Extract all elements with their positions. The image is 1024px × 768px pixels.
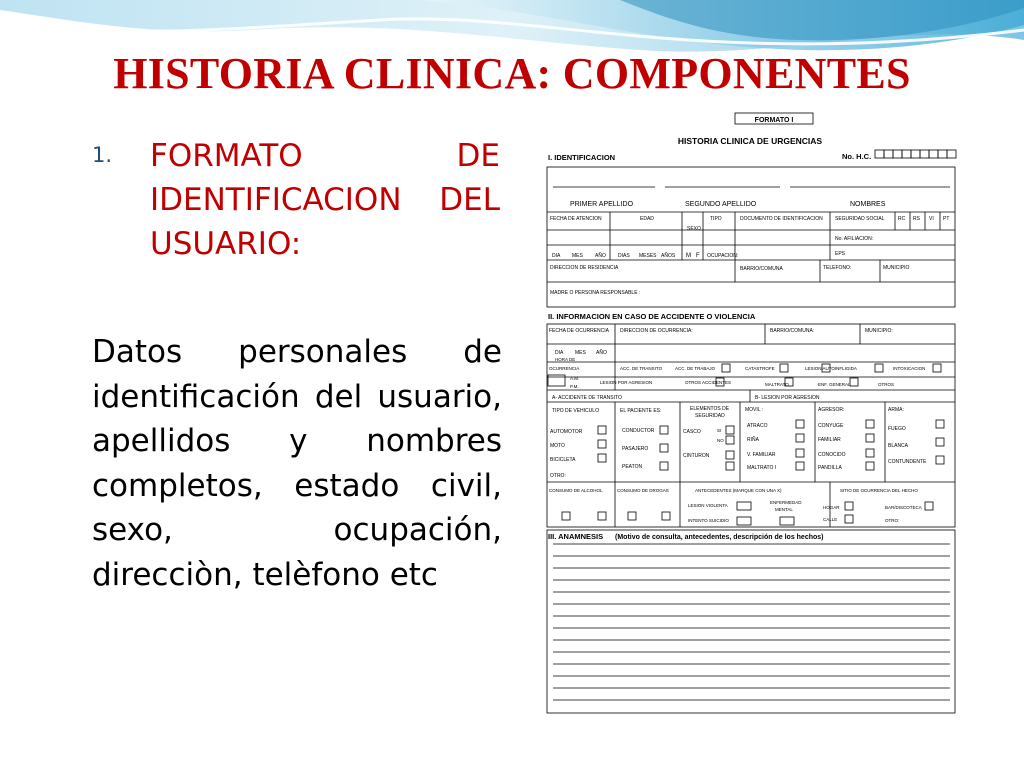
svg-text:BICICLETA: BICICLETA	[550, 457, 576, 463]
slide-title: HISTORIA CLINICA: COMPONENTES	[113, 49, 911, 98]
svg-text:ATRACO: ATRACO	[747, 423, 768, 429]
svg-text:V. FAMILIAR: V. FAMILIAR	[747, 452, 776, 458]
svg-text:MOVIL :: MOVIL :	[745, 407, 764, 413]
svg-text:CALLE: CALLE	[823, 517, 838, 522]
svg-text:INTOXICACION: INTOXICACION	[893, 366, 926, 371]
svg-text:HORA DE: HORA DE	[555, 357, 576, 362]
svg-text:MES: MES	[575, 350, 586, 356]
svg-text:III. ANAMNESIS: III. ANAMNESIS	[548, 532, 604, 541]
svg-text:I. IDENTIFICACION: I. IDENTIFICACION	[548, 153, 616, 162]
svg-text:SI: SI	[717, 428, 722, 433]
svg-text:EPS: EPS	[835, 251, 846, 257]
svg-text:SEGURIDAD SOCIAL: SEGURIDAD SOCIAL	[835, 216, 885, 222]
svg-text:CONDUCTOR: CONDUCTOR	[622, 428, 655, 434]
svg-text:OCUPACION:: OCUPACION:	[707, 253, 739, 259]
svg-text:CATASTROFE: CATASTROFE	[745, 366, 775, 371]
svg-text:ENF. GENERAL: ENF. GENERAL	[818, 382, 851, 387]
svg-text:CONOCIDO: CONOCIDO	[818, 452, 846, 458]
svg-text:OTROS ACCIDENTES: OTROS ACCIDENTES	[685, 380, 732, 385]
form-image	[540, 112, 965, 716]
svg-text:NOMBRES: NOMBRES	[850, 201, 886, 208]
svg-text:ACC. DE TRANSITO: ACC. DE TRANSITO	[620, 366, 663, 371]
svg-text:LESION AUTOINFLIGIDA: LESION AUTOINFLIGIDA	[805, 366, 857, 371]
svg-text:PRIMER APELLIDO: PRIMER APELLIDO	[570, 201, 634, 208]
svg-text:MOTO: MOTO	[550, 443, 565, 449]
svg-text:AGRESOR:: AGRESOR:	[818, 407, 845, 413]
svg-text:MESES: MESES	[639, 253, 657, 259]
svg-text:EL PACIENTE ES:: EL PACIENTE ES:	[620, 408, 662, 414]
svg-text:RC: RC	[898, 216, 906, 222]
svg-text:MALTRATO I: MALTRATO I	[747, 465, 777, 471]
svg-text:MUNICIPIO: MUNICIPIO	[883, 265, 910, 271]
svg-text:BARRIO/COMUNA:: BARRIO/COMUNA:	[770, 328, 815, 334]
svg-text:TIPO: TIPO	[710, 216, 722, 222]
svg-text:DIAS: DIAS	[618, 253, 630, 259]
list-item-heading: FORMATO DE IDENTIFICACION DEL USUARIO:	[150, 138, 500, 262]
svg-text:BARRIO/COMUNA: BARRIO/COMUNA	[740, 266, 783, 272]
svg-text:OCURRENCIA: OCURRENCIA	[549, 366, 580, 371]
svg-text:M: M	[686, 253, 691, 259]
svg-text:CASCO: CASCO	[683, 429, 701, 435]
svg-text:DOCUMENTO DE IDENTIFICACION: DOCUMENTO DE IDENTIFICACION	[740, 216, 823, 222]
svg-text:No. H.C.: No. H.C.	[842, 152, 872, 161]
svg-text:No. AFILIACION:: No. AFILIACION:	[835, 236, 874, 242]
svg-text:CONSUMO DE ALCOHOL: CONSUMO DE ALCOHOL	[549, 488, 603, 493]
svg-text:VI: VI	[929, 216, 934, 222]
description-paragraph: Datos personales de identificación del usuario, apellidos y nombres completos, estado civil, sexo, ocupación, direcciòn, telèfono etc	[92, 334, 502, 593]
svg-text:AÑO: AÑO	[596, 350, 607, 356]
svg-text:F: F	[696, 253, 700, 259]
svg-text:II. INFORMACION EN CASO DE ACC: II. INFORMACION EN CASO DE ACCIDENTE O VIOLENCIA	[548, 312, 756, 321]
svg-text:ANTECEDENTES (MARQUE CON UNA X: ANTECEDENTES (MARQUE CON UNA X)	[695, 488, 782, 493]
svg-text:PT: PT	[943, 216, 950, 222]
svg-text:(Motivo de consulta, anteceden: (Motivo de consulta, antecedentes, descripción de los hechos)	[615, 534, 824, 541]
svg-text:PEATON: PEATON	[622, 464, 643, 470]
svg-text:MALTRATO: MALTRATO	[765, 382, 789, 387]
svg-text:ENFERMEDAD: ENFERMEDAD	[770, 500, 802, 505]
svg-text:CONSUMO DE DROGAS: CONSUMO DE DROGAS	[617, 488, 669, 493]
svg-text:DIRECCION DE OCURRENCIA:: DIRECCION DE OCURRENCIA:	[620, 328, 693, 334]
svg-text:HISTORIA CLINICA DE URGENCIAS: HISTORIA CLINICA DE URGENCIAS	[677, 136, 823, 146]
svg-text:AÑO: AÑO	[595, 253, 606, 259]
svg-text:AÑOS: AÑOS	[661, 253, 676, 259]
svg-text:FECHA DE ATENCION: FECHA DE ATENCION	[550, 216, 602, 222]
svg-text:ARMA:: ARMA:	[888, 407, 904, 413]
svg-text:SITIO DE OCURRENCIA DEL HECHO: SITIO DE OCURRENCIA DEL HECHO	[840, 488, 918, 493]
svg-text:TELEFONO:: TELEFONO:	[823, 265, 852, 271]
svg-text:SEGUNDO APELLIDO: SEGUNDO APELLIDO	[685, 201, 757, 208]
svg-text:DIA: DIA	[552, 253, 561, 259]
svg-text:DIRECCION DE RESIDENCIA: DIRECCION DE RESIDENCIA	[550, 265, 619, 271]
svg-text:OTROS: OTROS	[878, 382, 895, 387]
svg-text:LESION VIOLENTA: LESION VIOLENTA	[688, 503, 728, 508]
svg-text:A- ACCIDENTE DE TRANSITO: A- ACCIDENTE DE TRANSITO	[552, 395, 622, 401]
svg-text:RIÑA: RIÑA	[747, 437, 759, 443]
svg-text:PASAJERO: PASAJERO	[622, 446, 649, 452]
svg-text:BLANCA: BLANCA	[888, 443, 909, 449]
svg-text:AUTOMOTOR: AUTOMOTOR	[550, 429, 583, 435]
svg-text:FORMATO I: FORMATO I	[754, 117, 794, 124]
svg-text:OTRO:: OTRO:	[550, 473, 566, 479]
list-number: 1.	[92, 143, 113, 167]
svg-text:MES: MES	[572, 253, 583, 259]
svg-text:RS: RS	[913, 216, 920, 222]
svg-text:MUNICIPIO:: MUNICIPIO:	[865, 328, 893, 334]
svg-text:OTRO:: OTRO:	[885, 518, 900, 523]
svg-text:TIPO DE VEHICULO: TIPO DE VEHICULO	[552, 408, 599, 414]
svg-text:SEGURIDAD: SEGURIDAD	[695, 413, 725, 419]
svg-text:B- LESION POR AGRESION: B- LESION POR AGRESION	[755, 395, 820, 401]
svg-text:CONYUGE: CONYUGE	[818, 423, 844, 429]
svg-text:INTENTO SUICIDIO: INTENTO SUICIDIO	[688, 518, 729, 523]
svg-text:P.M.: P.M.	[570, 384, 579, 389]
svg-text:FAMILIAR: FAMILIAR	[818, 437, 841, 443]
svg-text:PANDILLA: PANDILLA	[818, 465, 842, 471]
svg-text:FUEGO: FUEGO	[888, 426, 906, 432]
svg-text:A.M.: A.M.	[570, 376, 580, 381]
svg-text:CINTURON: CINTURON	[683, 453, 710, 459]
svg-text:MADRE O PERSONA RESPONSABLE :: MADRE O PERSONA RESPONSABLE :	[550, 290, 641, 296]
svg-text:HOGAR: HOGAR	[823, 505, 840, 510]
svg-text:EDAD: EDAD	[640, 216, 654, 222]
svg-text:LESION POR AGRESION: LESION POR AGRESION	[600, 380, 653, 385]
svg-text:ELEMENTOS DE: ELEMENTOS DE	[690, 406, 730, 412]
svg-text:SEXO: SEXO	[687, 226, 701, 232]
svg-text:FECHA DE OCURRENCIA: FECHA DE OCURRENCIA	[549, 328, 610, 334]
svg-text:DIA: DIA	[555, 350, 564, 356]
svg-text:CONTUNDENTE: CONTUNDENTE	[888, 459, 927, 465]
svg-text:ACC. DE TRABAJO: ACC. DE TRABAJO	[675, 366, 716, 371]
svg-text:BAR/DISCOTECA: BAR/DISCOTECA	[885, 505, 922, 510]
svg-text:MENTAL: MENTAL	[775, 507, 793, 512]
svg-text:NO: NO	[717, 438, 724, 443]
